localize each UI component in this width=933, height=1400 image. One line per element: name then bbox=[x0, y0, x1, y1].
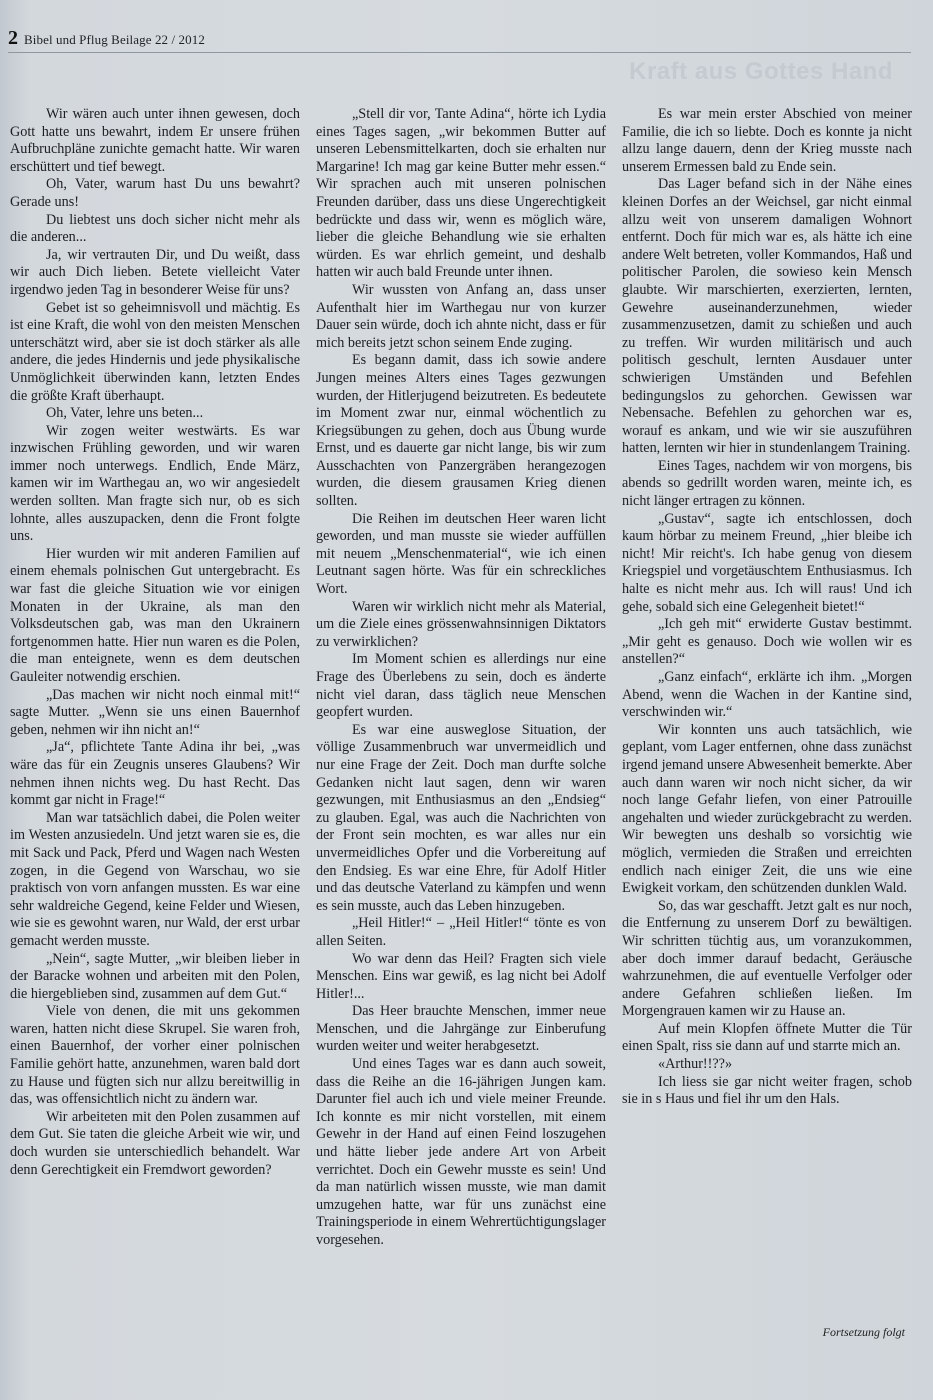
paragraph: Und eines Tages war es dann auch soweit, dass die Reihe an die 16-jährigen Jungen kam. Darunter fiel auch ich und viele meiner Freunde. Ich konnte es mir nicht vorstellen, mit einem Gewehr in der Hand auf einen Feind loszugehen und hätte lieber jede andere Art von Arbeit verrichtet. Doch ein Gewehr musste es sein! Und da man natürlich wissen musste, wie man damit umzugehen hatte, war für uns zunächst eine Trainingsperiode in einem Wehrertüchtigungslager vorgesehen. bbox=[316, 1056, 606, 1248]
paragraph: Wir arbeiteten mit den Polen zusammen auf dem Gut. Sie taten die gleiche Arbeit wie wir, und doch wurden sie unterschiedlich behandelt. War denn Gerechtigkeit ein Fremdwort geworden? bbox=[10, 1108, 300, 1178]
paragraph: Wir konnten uns auch tatsächlich, wie geplant, vom Lager entfernen, ohne dass zunächst irgend jemand unsere Abwesenheit bemerkte. Aber auch dann waren wir noch nicht sicher, da wir noch lange Gefahr liefen, von einer Patrouille angehalten und wieder zurückgebracht zu werden. Wir bewegten uns deshalb so vorsichtig wie möglich, vermieden die Straßen und erreichten endlich nach einiger Zeit, die uns wie eine Ewigkeit vorkam, den schützenden dunklen Wald. bbox=[622, 721, 912, 897]
page-header bbox=[8, 27, 205, 51]
paragraph: Waren wir wirklich nicht mehr als Material, um die Ziele eines grössenwahnsinnigen Diktators zu verwirklichen? bbox=[316, 598, 606, 650]
paragraph: „Ja“, pflichtete Tante Adina ihr bei, „was wäre das für ein Zeugnis unseres Glaubens? Wir nehmen ihnen nichts weg. Du hast Recht. Das kommt gar nicht in Frage!“ bbox=[10, 739, 300, 809]
text-column-3 bbox=[622, 106, 912, 1109]
paragraph: «Arthur!!??» bbox=[658, 1056, 733, 1073]
paragraph: Es war eine ausweglose Situation, der völlige Zusammenbruch war unvermeidlich und nur eine Frage der Zeit. Doch man durfte solche Gedanken nicht laut sagen, denn wir waren gezwungen, mit Enthusiasmus an den „Endsieg“ zu glauben. Egal, was auch die Nachrichten von der Front sein mochten, es war alles nur ein unvermeidliches Opfer und die Vorbereitung auf den Endsieg. Es war eine Ehre, für Adolf Hitler und das deutsche Vaterland zu kämpfen und wenn es sein musste, auch das Leben hinzugeben. bbox=[316, 721, 606, 914]
paragraph: Das Heer brauchte Menschen, immer neue Menschen, und die Jahrgänge zur Einberufung wurden weiter und weiter herabgesetzt. bbox=[316, 1003, 606, 1055]
paragraph: „Nein“, sagte Mutter, „wir bleiben lieber in der Baracke wohnen und arbeiten mit den Polen, die hiergeblieben sind, zusammen auf dem Gut.“ bbox=[10, 950, 300, 1002]
paragraph: Oh, Vater, warum hast Du uns bewahrt? Gerade uns! bbox=[10, 176, 300, 210]
paragraph: Viele von denen, die mit uns gekommen waren, hatten nicht diese Skrupel. Sie waren froh, einen Bauernhof, der vorher einer polnischen Familie gehört hatte, anzunehmen, waren bald dort zu Hause und fügten sich nur allzu bereitwillig in das, was offensichtlich nicht zu ändern war. bbox=[10, 1003, 300, 1108]
paragraph: „Gustav“, sagte ich entschlossen, doch kaum hörbar zu meinem Freund, „hier bleibe ich nicht! Mir reicht's. Ich habe genug von diesem Kriegspiel und vorgetäuschtem Enthusiasmus. Ich halte es nicht mehr aus. Ich will raus! Und ich gehe, sobald sich eine Gelegenheit bietet!“ bbox=[622, 510, 912, 615]
continuation-note: Fortsetzung folgt bbox=[822, 1325, 905, 1339]
paragraph: Du liebtest uns doch sicher nicht mehr als die anderen... bbox=[10, 211, 300, 246]
header-divider bbox=[8, 52, 911, 53]
paragraph: Gebet ist so geheimnisvoll und mächtig. Es ist eine Kraft, die wohl von den meisten Menschen unterschätzt wird, aber sie ist doch stärker als alle andere, die jedes Hindernis und jede physikalische Unmöglichkeit überwinden kann, letzten Endes die größte Kraft überhaupt. bbox=[10, 299, 300, 404]
paragraph: Das Lager befand sich in der Nähe eines kleinen Dorfes an der Weichsel, gar nicht einmal allzu weit von unserem damaligen Wohnort entfernt. Doch für mich war es, als hätte ich eine andere Welt betreten, voller Kommandos, Haß und politischer Parolen, die sowieso kein Mensch glaubte. Wir marschierten, exerzierten, lernten, Gewehre auseinanderzunehmen, wieder zusammenzusetzen, damit zu schießen und auch zu treffen. Wir wurden militärisch und auch politisch geschult, lernten Ausdauer unter schwierigen Umständen und Befehlen bedingungslos zu gehorchen. Gewissen war Nebensache. Befehlen zu gehorchen war es, worauf es ankam, und wie wir sie auszuführen hatten, lernten wir hier in stundenlangem Training. bbox=[622, 176, 912, 457]
paragraph: Die Reihen im deutschen Heer waren licht geworden, und man musste sie wieder auffüllen mit neuem „Menschenmaterial“, wie ich einen Leutnant sagen hörte. Was für ein schreckliches Wort. bbox=[316, 510, 606, 598]
paragraph: „Heil Hitler!“ – „Heil Hitler!“ tönte es von allen Seiten. bbox=[316, 915, 606, 949]
paragraph: Wo war denn das Heil? Fragten sich viele Menschen. Eins war gewiß, es lag nicht bei Adolf Hitler!... bbox=[316, 950, 606, 1002]
paragraph: Ich liess sie gar nicht weiter fragen, schob sie in s Haus und fiel ihr um den Hals. bbox=[622, 1073, 912, 1108]
paragraph: Im Moment schien es allerdings nur eine Frage des Überlebens zu sein, doch es änderte nicht viel daran, dass täglich neue Menschen geopfert wurden. bbox=[316, 651, 606, 721]
show-through-heading: Kraft aus Gottes Hand bbox=[629, 58, 893, 85]
paragraph: Man war tatsächlich dabei, die Polen weiter im Westen anzusiedeln. Und jetzt waren sie es, die mit Sack und Pack, Pferd und Wagen nach Westen zogen, in die Gegend von Warschau, wo sie praktisch von vorn anfangen mussten. Es war eine sehr waldreiche Gegend, keine Felder und Wiesen, wie sie es gewohnt waren, nur Wald, der erst urbar gemacht werden musste. bbox=[10, 809, 300, 949]
paragraph: Es begann damit, dass ich sowie andere Jungen meines Alters eines Tages gezwungen wurden, der Hitlerjugend beizutreten. Es bedeutete im Moment zwar nur, einmal wöchentlich zu Kriegsübungen zu gehen, doch aus Übung wurde Ernst, und es dauerte gar nicht lange, bis wir zum Ausschachten von Panzergräben herangezogen wurden, die diesem grausamen Krieg dienen sollten. bbox=[316, 352, 606, 510]
paragraph: „Ich geh mit“ erwiderte Gustav bestimmt. „Mir geht es genauso. Doch wie wollen wir es anstellen?“ bbox=[622, 616, 912, 668]
text-column-2 bbox=[316, 106, 606, 1250]
paragraph: Eines Tages, nachdem wir von morgens, bis abends so gedrillt worden waren, meinte ich, es nicht länger ertragen zu können. bbox=[622, 457, 912, 510]
text-column-1 bbox=[10, 106, 300, 1179]
paragraph: Auf mein Klopfen öffnete Mutter die Tür einen Spalt, riss sie dann auf und starrte mich an. bbox=[622, 1020, 912, 1055]
paragraph: Wir zogen weiter westwärts. Es war inzwischen Frühling geworden, und wir waren immer noch unterwegs. Endlich, Ende März, kamen wir im Warthegau an, wo wir angesiedelt werden sollten. Man fragte sich nur, ob es sich lohnte, alles auszupacken, denn die Front folgte uns. bbox=[10, 422, 300, 545]
page-number: 2 bbox=[8, 27, 18, 49]
paragraph: Hier wurden wir mit anderen Familien auf einem ehemals polnischen Gut untergebracht. Es war fast die gleiche Situation wie vor einigen Monaten in der Ukraine, als man den Volksdeutschen gab, was man den Ukrainern fortgenommen hatte. Hier nun waren es die Polen, die man enteignete, wenn es dem deutschen Gauleiter notwendig erschien. bbox=[10, 545, 300, 685]
paragraph: Wir wären auch unter ihnen gewesen, doch Gott hatte uns bewahrt, indem Er unsere frühen Aufbruchpläne zunichte gemacht hatte. Wir waren erschüttert und tief bewegt. bbox=[10, 106, 300, 175]
paragraph: Ja, wir vertrauten Dir, und Du weißt, dass wir auch Dich lieben. Betete vielleicht Vater irgendwo jeden Tag in besonderer Weise für uns? bbox=[10, 246, 300, 298]
publication-title: Bibel und Pflug Beilage 22 / 2012 bbox=[24, 32, 205, 47]
paragraph: So, das war geschafft. Jetzt galt es nur noch, die Entfernung zu unserem Dorf zu bewältigen. Wir schritten tüchtig aus, um voranzukommen, aber doch immer darauf bedacht, Geräusche wahrzunehmen, die auf eventuelle Verfolger oder andere Gefahren schließen ließen. Im Morgengrauen kamen wir zu Hause an. bbox=[622, 897, 912, 1020]
paragraph: Oh, Vater, lehre uns beten... bbox=[46, 405, 204, 422]
paragraph: Es war mein erster Abschied von meiner Familie, die ich so liebte. Doch es konnte ja nicht allzu lange dauern, denn der Krieg musste nach unserem Ermessen bald zu Ende sein. bbox=[622, 106, 912, 175]
paragraph: „Ganz einfach“, erklärte ich ihm. „Morgen Abend, wenn die Wachen in der Kantine sind, verschwinden wir.“ bbox=[622, 669, 912, 721]
paragraph: „Stell dir vor, Tante Adina“, hörte ich Lydia eines Tages sagen, „wir bekommen Butter auf unseren Lebensmittelkarten, doch sie erhalten nur Margarine! Ich mag gar keine Butter mehr essen.“ Wir sprachen auch mit unseren polnischen Freunden darüber, dass uns diese Ungerechtigkeit bedrückte und dass wir, wenn es möglich wäre, lieber die gleiche Behandlung wie sie erhalten würden. Es war ehrlich gemeint, und deshalb hatten wir auch bald Freunde unter ihnen. bbox=[316, 106, 606, 281]
paragraph: Wir wussten von Anfang an, dass unser Aufenthalt hier im Warthegau nur von kurzer Dauer sein würde, doch ich ahnte nicht, dass er für mich bereits jetzt schon seinem Ende zuging. bbox=[316, 281, 606, 351]
paragraph: „Das machen wir nicht noch einmal mit!“ sagte Mutter. „Wenn sie uns einen Bauernhof geben, nehmen wir ihn nicht an!“ bbox=[10, 686, 300, 738]
